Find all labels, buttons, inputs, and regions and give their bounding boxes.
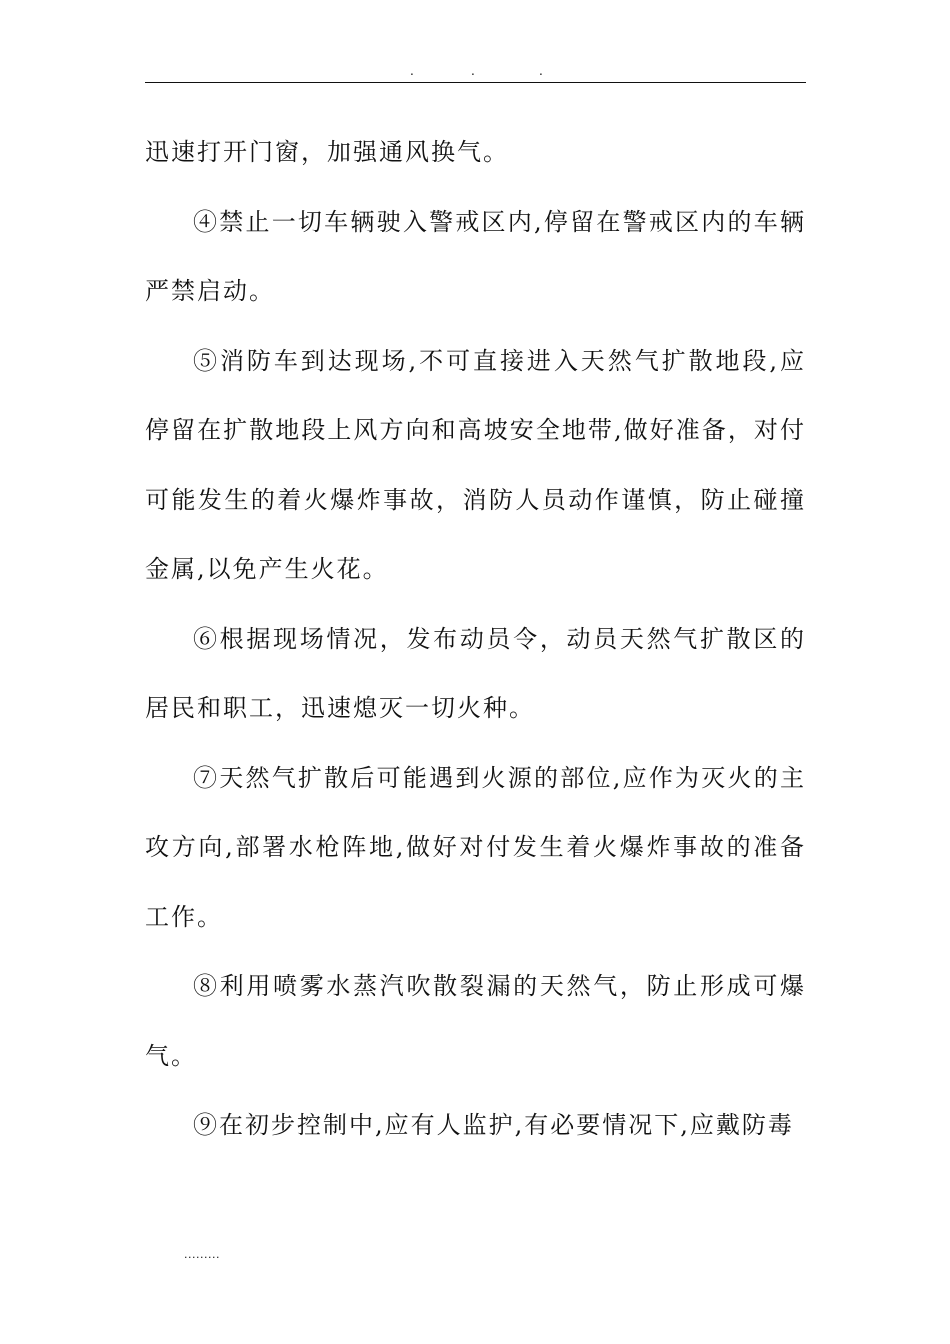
header-dot-3: .	[539, 64, 543, 78]
paragraph-continuation: 迅速打开门窗，加强通风换气。	[145, 138, 509, 166]
page-header-dots	[392, 64, 562, 78]
header-rule	[145, 82, 806, 83]
paragraph-item-6: ⑥根据现场情况，发布动员令，动员天然气扩散区的居民和职工，迅速熄灭一切火种。	[145, 624, 806, 722]
page-footer-dots: .........	[184, 1248, 220, 1261]
paragraph-item-7: ⑦天然气扩散后可能遇到火源的部位,应作为灭火的主攻方向,部署水枪阵地,做好对付发生着火爆炸事故的准备工作。	[145, 763, 806, 931]
paragraph-item-8: ⑧利用喷雾水蒸汽吹散裂漏的天然气，防止形成可爆气。	[145, 972, 806, 1070]
header-dot-2: .	[471, 64, 475, 78]
header-dot-1: .	[410, 64, 414, 78]
paragraph-item-4: ④禁止一切车辆驶入警戒区内,停留在警戒区内的车辆严禁启动。	[145, 207, 806, 305]
paragraph-item-9: ⑨在初步控制中,应有人监护,有必要情况下,应戴防毒	[193, 1111, 794, 1139]
document-body	[145, 118, 806, 1161]
paragraph-item-5: ⑤消防车到达现场,不可直接进入天然气扩散地段,应停留在扩散地段上风方向和高坡安全地带,做好准备，对付可能发生的着火爆炸事故，消防人员动作谨慎，防止碰撞金属,以免产生火花。	[145, 346, 806, 583]
